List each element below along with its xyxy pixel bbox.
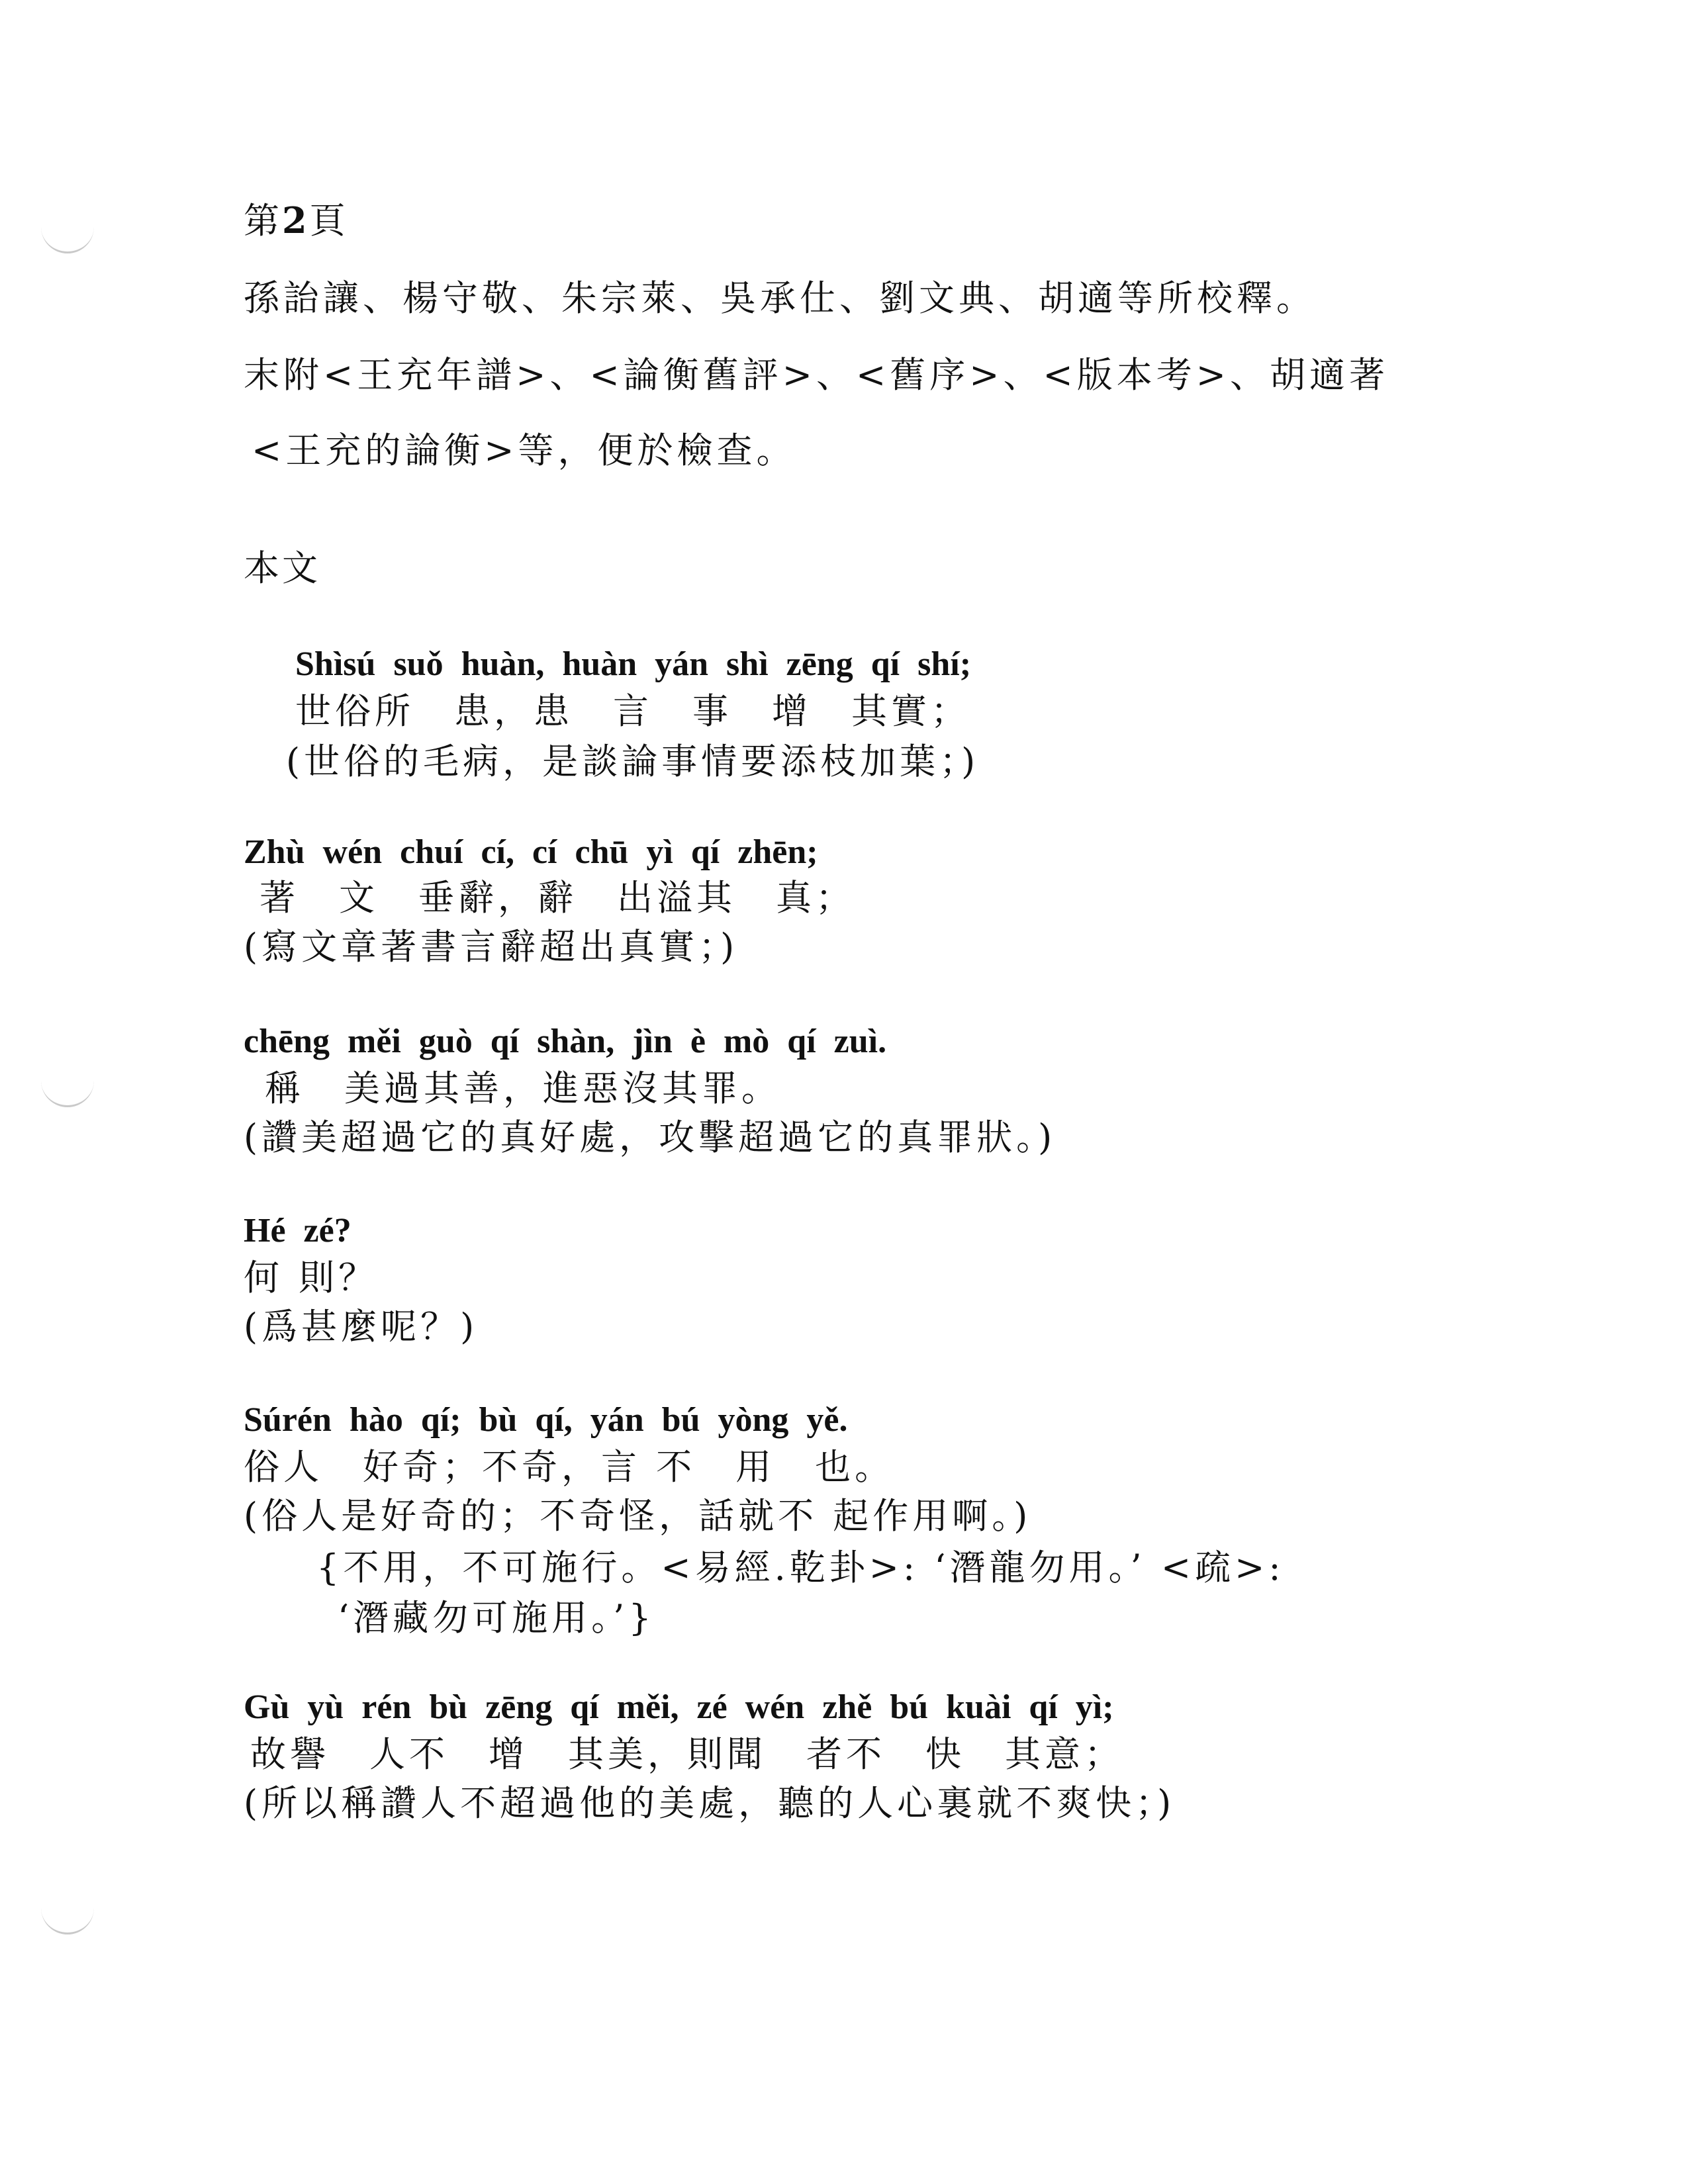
pinyin-line: Súrén hào qí; bù qí, yán bú yòng yě. xyxy=(244,1401,848,1439)
annotation-line: ‘潛藏勿可施用。’} xyxy=(338,1597,655,1639)
gloss-line: (讚美超過它的真好處，攻擊超過它的真罪狀。) xyxy=(244,1116,1056,1158)
pinyin-line: chēng měi guò qí shàn, jìn è mò qí zuì. xyxy=(244,1023,887,1060)
annotation-line: {不用，不可施行。<易經.乾卦>: ‘潛龍勿用。’ <疏>: xyxy=(316,1547,1285,1588)
intro-line: 孫詒讓、楊守敬、朱宗萊、吳承仕、劉文典、胡適等所校釋。 xyxy=(244,277,1316,319)
pinyin-line: Shìsú suǒ huàn, huàn yán shì zēng qí shí; xyxy=(295,645,972,683)
gloss-line: (寫文章著書言辭超出真實；) xyxy=(244,926,739,968)
gloss-line: (所以稱讚人不超過他的美處，聽的人心裏就不爽快；) xyxy=(244,1782,1176,1824)
hanzi-line: 俗人 好奇；不奇，言 不 用 也。 xyxy=(244,1446,895,1488)
page-label: 第2頁 xyxy=(244,199,348,242)
hanzi-line: 何 則？ xyxy=(244,1257,379,1298)
punch-hole-mark xyxy=(41,1079,94,1107)
hanzi-line: 稱 美過其善，進惡沒其罪。 xyxy=(265,1068,781,1109)
punch-hole-mark xyxy=(41,225,94,253)
pinyin-line: Gù yù rén bù zēng qí měi, zé wén zhě bú kuài qí yì; xyxy=(244,1688,1114,1726)
punch-hole-mark xyxy=(41,1906,94,1934)
gloss-line: (俗人是好奇的；不奇怪，話就不 起作用啊。) xyxy=(244,1495,1032,1537)
gloss-line: (爲甚麼呢？) xyxy=(244,1306,479,1347)
hanzi-line: 世俗所 患，患 言 事 增 其實； xyxy=(295,690,970,732)
gloss-line: (世俗的毛病，是談論事情要添枝加葉；) xyxy=(286,741,980,782)
intro-line: 末附<王充年譜>、<論衡舊評>、<舊序>、<版本考>、胡適著 xyxy=(244,354,1389,396)
intro-line: <王充的論衡>等，便於檢查。 xyxy=(252,430,796,471)
hanzi-line: 故譽 人不 增 其美，則聞 者不 快 其意； xyxy=(250,1733,1124,1775)
pinyin-line: Zhù wén chuí cí, cí chū yì qí zhēn; xyxy=(244,833,818,871)
pinyin-line: Hé zé? xyxy=(244,1212,352,1250)
section-title: 本文 xyxy=(244,547,320,589)
hanzi-line: 著 文 垂辭，辭 出溢其 真； xyxy=(259,877,855,919)
